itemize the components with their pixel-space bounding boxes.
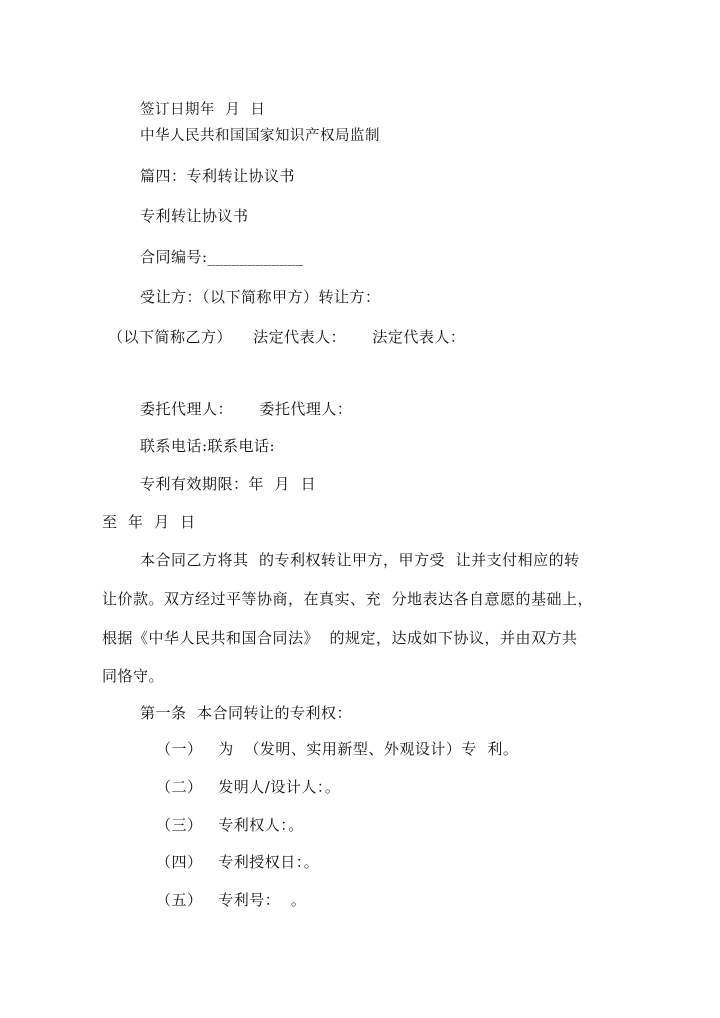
list-item: （一） 为 （发明、实用新型、外观设计）专 利。 [156, 740, 519, 758]
section-heading: 篇四：专利转让协议书 [140, 167, 296, 185]
legal-representative-line: （以下简称乙方） 法定代表人： 法定代表人： [108, 328, 466, 346]
article-one-heading: 第一条 本合同转让的专利权： [140, 704, 353, 722]
list-item: （三） 专利权人：。 [156, 816, 304, 834]
list-item: （五） 专利号： 。 [156, 891, 307, 909]
paragraph-line-4: 同恪守。 [102, 667, 165, 685]
phone-line: 联系电话:联系电话: [140, 437, 276, 455]
paragraph-line-2: 让价款。双方经过平等协商，在真实、充 分地表达各自意愿的基础上， [102, 590, 594, 608]
agent-line: 委托代理人： 委托代理人： [140, 400, 353, 418]
agreement-title: 专利转让协议书 [140, 207, 249, 225]
validity-line: 专利有效期限：年 月 日 [140, 475, 317, 493]
signing-date-line: 签订日期年 月 日 [140, 102, 266, 118]
transferee-line: 受让方：（以下简称甲方）转让方： [140, 288, 381, 306]
validity-end-line: 至 年 月 日 [102, 513, 196, 531]
contract-number-line: 合同编号:____________ [140, 248, 304, 266]
list-item: （四） 专利授权日：。 [156, 853, 320, 871]
supervisor-line: 中华人民共和国国家知识产权局监制 [140, 128, 380, 144]
paragraph-line-1: 本合同乙方将其 的专利权转让甲方，甲方受 让并支付相应的转 [140, 551, 580, 569]
list-item: （二） 发明人/设计人：。 [156, 778, 341, 796]
paragraph-line-3: 根据《中华人民共和国合同法》 的规定，达成如下协议，并由双方共 [102, 629, 578, 647]
